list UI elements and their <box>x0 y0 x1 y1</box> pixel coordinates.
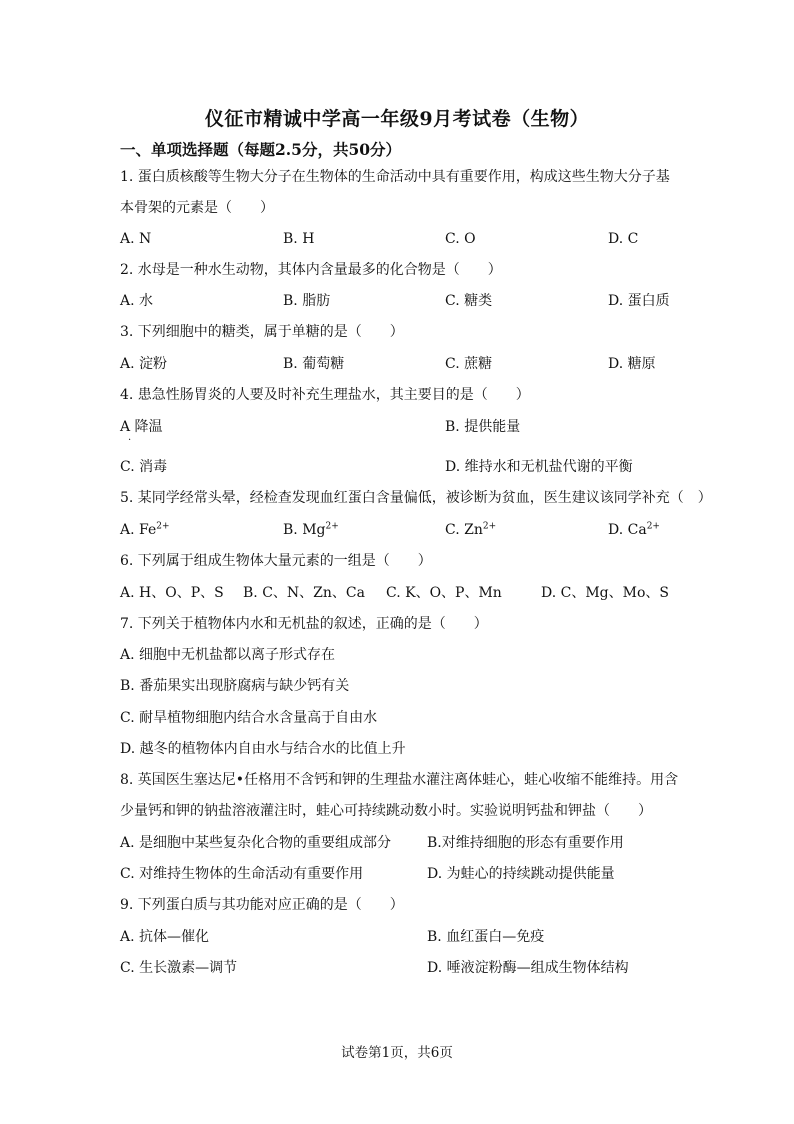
q6-option-b: B. C、N、Zn、Ca <box>243 585 365 601</box>
question-9-line-1: 9. 下列蛋白质与其功能对应正确的是（ ） <box>120 897 404 913</box>
question-6-line-1: 6. 下列属于组成生物体大量元素的一组是（ ） <box>120 553 432 569</box>
question-1-line-2: 本骨架的元素是（ ） <box>120 200 274 216</box>
q1-option-c: C. O <box>445 231 476 247</box>
q5-option-a-text: A. Fe <box>120 522 157 538</box>
q7-option-b: B. 番茄果实出现脐腐病与缺少钙有关 <box>120 678 350 694</box>
q1-option-a: A. N <box>120 231 152 247</box>
q3-option-c: C. 蔗糖 <box>445 356 493 372</box>
q5-option-d-charge: 2+ <box>646 521 660 532</box>
q9-option-c: C. 生长激素—调节 <box>120 960 238 976</box>
q5-option-c-text: C. Zn <box>445 522 483 538</box>
q5-option-d-text: D. Ca <box>608 522 647 538</box>
q5-option-c-charge: 2+ <box>482 521 497 532</box>
q8-option-b: B.对维持细胞的形态有重要作用 <box>427 835 624 851</box>
q3-option-a: A. 淀粉 <box>120 356 168 372</box>
q4-option-d: D. 维持水和无机盐代谢的平衡 <box>445 459 633 475</box>
q4-option-c: C. 消毒 <box>120 459 168 475</box>
question-2-line-1: 2. 水母是一种水生动物，其体内含量最多的化合物是（ ） <box>120 262 502 278</box>
q7-option-c: C. 耐旱植物细胞内结合水含量高于自由水 <box>120 710 378 726</box>
q8-option-a: A. 是细胞中某些复杂化合物的重要组成部分 <box>120 835 392 851</box>
q8-option-d: D. 为蛙心的持续跳动提供能量 <box>427 866 615 882</box>
q9-option-b: B. 血红蛋白—免疫 <box>427 929 545 945</box>
q7-option-d: D. 越冬的植物体内自由水与结合水的比值上升 <box>120 741 406 757</box>
q6-option-c: C. K、O、P、Mn <box>386 585 502 601</box>
q4-option-b: B. 提供能量 <box>445 419 521 435</box>
question-4-line-1: 4. 患急性肠胃炎的人要及时补充生理盐水，其主要目的是（ ） <box>120 387 530 403</box>
q5-option-b-text: B. Mg <box>283 522 326 538</box>
q2-option-c: C. 糖类 <box>445 293 493 309</box>
q9-option-a: A. 抗体—催化 <box>120 929 210 945</box>
question-1-line-1: 1. 蛋白质核酸等生物大分子在生物体的生命活动中具有重要作用，构成这些生物大分子基 <box>120 169 670 185</box>
q1-option-b: B. H <box>283 231 315 247</box>
q2-option-b: B. 脂肪 <box>283 293 331 309</box>
q6-option-d: D. C、Mg、Mo、S <box>541 585 669 601</box>
q6-option-a: A. H、O、P、S <box>120 585 224 601</box>
q5-option-d <box>608 521 660 539</box>
q3-option-b: B. 葡萄糖 <box>283 356 345 372</box>
q8-option-c: C. 对维持生物体的生命活动有重要作用 <box>120 866 364 882</box>
exam-title: 仪征市精诚中学高一年级9月考试卷（生物） <box>204 108 590 130</box>
stray-dot-mark: . <box>128 432 132 443</box>
section-heading: 一、单项选择题（每题2.5分，共50分） <box>120 140 402 159</box>
q4-option-a: A 降温 <box>120 419 163 435</box>
q3-option-d: D. 糖原 <box>608 356 656 372</box>
q5-option-a <box>120 521 170 539</box>
q5-option-b-charge: 2+ <box>325 521 339 532</box>
q5-option-b <box>283 521 339 539</box>
q5-option-a-charge: 2+ <box>156 521 170 532</box>
q2-option-d: D. 蛋白质 <box>608 293 670 309</box>
q7-option-a: A. 细胞中无机盐都以离子形式存在 <box>120 647 336 663</box>
q1-option-d: D. C <box>608 231 639 247</box>
q2-option-a: A. 水 <box>120 293 154 309</box>
page-footer: 试卷第1页，共6页 <box>341 1045 453 1061</box>
question-8-line-2: 少量钙和钾的钠盐溶液灌注时，蛙心可持续跳动数小时。实验说明钙盐和钾盐（ ） <box>120 803 652 819</box>
q5-option-c <box>445 521 496 539</box>
question-8-line-1: 8. 英国医生塞达尼•任格用不含钙和钾的生理盐水灌注离体蛙心，蛙心收缩不能维持。用含 <box>120 772 679 788</box>
question-5-line-1: 5. 某同学经常头晕，经检查发现血红蛋白含量偏低，被诊断为贫血，医生建议该同学补充（ ） <box>120 490 712 506</box>
question-7-line-1: 7. 下列关于植物体内水和无机盐的叙述，正确的是（ ） <box>120 616 488 632</box>
q9-option-d: D. 唾液淀粉酶—组成生物体结构 <box>427 960 629 976</box>
question-3-line-1: 3. 下列细胞中的糖类，属于单糖的是（ ） <box>120 324 404 340</box>
